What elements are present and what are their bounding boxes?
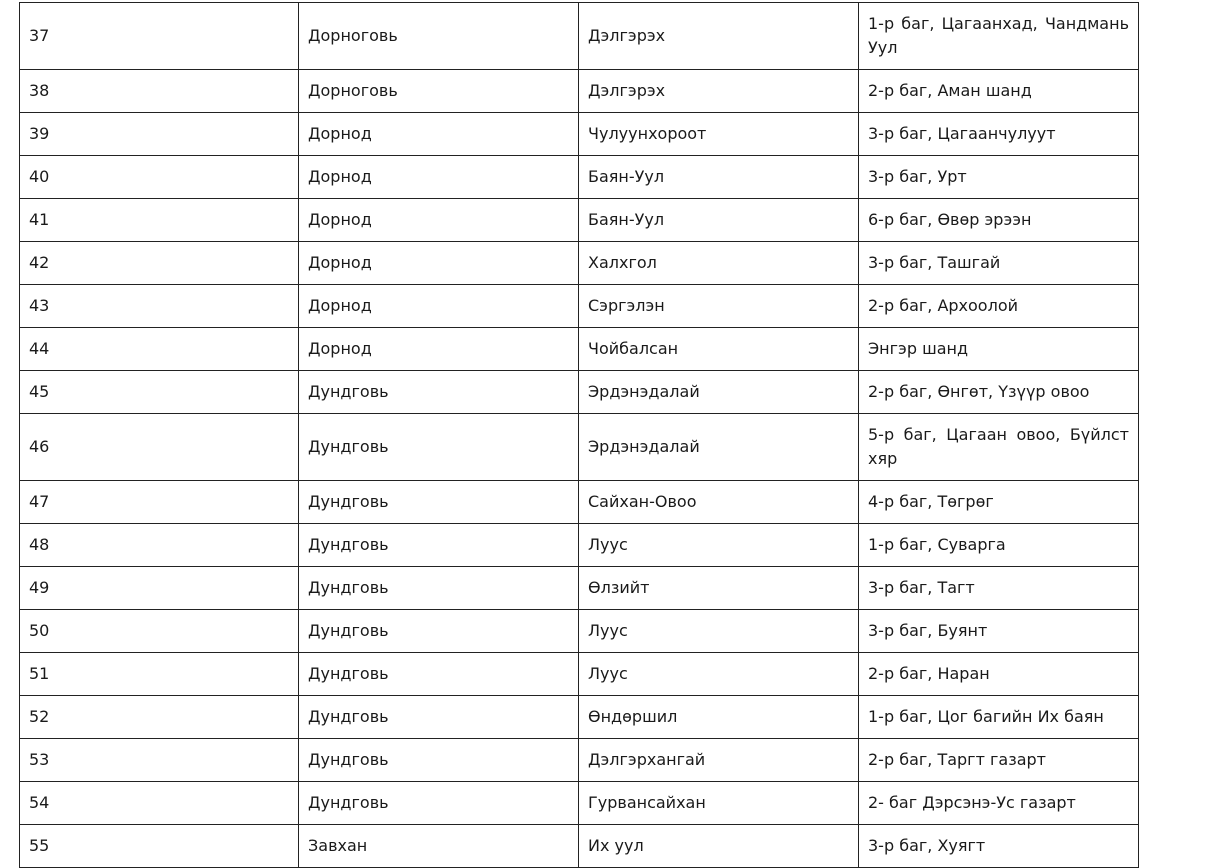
table-row [20, 328, 1139, 371]
bag-cell: 3-р баг, Тагт [859, 567, 1139, 610]
row-number-cell: 53 [20, 739, 299, 782]
table-row [20, 156, 1139, 199]
sum-cell: Өндөршил [579, 696, 859, 739]
row-number-cell: 40 [20, 156, 299, 199]
bag-cell: 1-р баг, Цагаанхад, Чандмань Уул [859, 3, 1139, 70]
table-row [20, 481, 1139, 524]
table-row [20, 739, 1139, 782]
bag-cell: 1-р баг, Суварга [859, 524, 1139, 567]
sum-cell: Өлзийт [579, 567, 859, 610]
aimag-cell: Дундговь [299, 524, 579, 567]
aimag-cell: Дундговь [299, 414, 579, 481]
sum-cell: Луус [579, 653, 859, 696]
bag-cell: 1-р баг, Цог багийн Их баян [859, 696, 1139, 739]
table-body [20, 3, 1139, 868]
row-number-cell: 49 [20, 567, 299, 610]
bag-cell: 3-р баг, Цагаанчулуут [859, 113, 1139, 156]
table-row [20, 782, 1139, 825]
aimag-cell: Дундговь [299, 653, 579, 696]
table-row [20, 825, 1139, 868]
sum-cell: Баян-Уул [579, 156, 859, 199]
row-number-cell: 54 [20, 782, 299, 825]
aimag-cell: Дундговь [299, 371, 579, 414]
table-row [20, 414, 1139, 481]
table-row [20, 70, 1139, 113]
row-number-cell: 43 [20, 285, 299, 328]
aimag-cell: Дундговь [299, 481, 579, 524]
aimag-cell: Дундговь [299, 782, 579, 825]
table-row [20, 371, 1139, 414]
aimag-cell: Дорнод [299, 199, 579, 242]
table-row [20, 242, 1139, 285]
sum-cell: Дэлгэрэх [579, 3, 859, 70]
sum-cell: Дэлгэрхангай [579, 739, 859, 782]
bag-cell: 2- баг Дэрсэнэ-Ус газарт [859, 782, 1139, 825]
sum-cell: Луус [579, 610, 859, 653]
sum-cell: Дэлгэрэх [579, 70, 859, 113]
sum-cell: Баян-Уул [579, 199, 859, 242]
row-number-cell: 51 [20, 653, 299, 696]
bag-cell: 5-р баг, Цагаан овоо, Бүйлст хяр [859, 414, 1139, 481]
bag-cell: 3-р баг, Хуягт [859, 825, 1139, 868]
bag-cell: 6-р баг, Өвөр эрээн [859, 199, 1139, 242]
table-row [20, 199, 1139, 242]
table-row [20, 567, 1139, 610]
aimag-cell: Дорноговь [299, 70, 579, 113]
aimag-cell: Дорнод [299, 285, 579, 328]
aimag-cell: Дорнод [299, 328, 579, 371]
bag-cell: 3-р баг, Буянт [859, 610, 1139, 653]
sum-cell: Их уул [579, 825, 859, 868]
sum-cell: Чойбалсан [579, 328, 859, 371]
row-number-cell: 37 [20, 3, 299, 70]
sum-cell: Луус [579, 524, 859, 567]
row-number-cell: 44 [20, 328, 299, 371]
table-row [20, 285, 1139, 328]
locations-table [19, 2, 1139, 868]
sum-cell: Эрдэнэдалай [579, 371, 859, 414]
bag-cell: 2-р баг, Архоолой [859, 285, 1139, 328]
bag-cell: 4-р баг, Төгрөг [859, 481, 1139, 524]
table-row [20, 696, 1139, 739]
aimag-cell: Дорнод [299, 156, 579, 199]
row-number-cell: 52 [20, 696, 299, 739]
aimag-cell: Дорнод [299, 113, 579, 156]
bag-cell: 2-р баг, Аман шанд [859, 70, 1139, 113]
table-row [20, 610, 1139, 653]
table-row [20, 653, 1139, 696]
row-number-cell: 42 [20, 242, 299, 285]
row-number-cell: 45 [20, 371, 299, 414]
sum-cell: Халхгол [579, 242, 859, 285]
sum-cell: Чулуунхороот [579, 113, 859, 156]
sum-cell: Сайхан-Овоо [579, 481, 859, 524]
row-number-cell: 46 [20, 414, 299, 481]
aimag-cell: Дундговь [299, 567, 579, 610]
bag-cell: 3-р баг, Ташгай [859, 242, 1139, 285]
row-number-cell: 47 [20, 481, 299, 524]
bag-cell: 2-р баг, Наран [859, 653, 1139, 696]
table-row [20, 3, 1139, 70]
row-number-cell: 48 [20, 524, 299, 567]
locations-table-container [19, 2, 1139, 868]
aimag-cell: Дундговь [299, 696, 579, 739]
sum-cell: Эрдэнэдалай [579, 414, 859, 481]
aimag-cell: Дорноговь [299, 3, 579, 70]
table-row [20, 113, 1139, 156]
aimag-cell: Дорнод [299, 242, 579, 285]
table-row [20, 524, 1139, 567]
sum-cell: Гурвансайхан [579, 782, 859, 825]
row-number-cell: 38 [20, 70, 299, 113]
row-number-cell: 39 [20, 113, 299, 156]
aimag-cell: Завхан [299, 825, 579, 868]
sum-cell: Сэргэлэн [579, 285, 859, 328]
bag-cell: 2-р баг, Таргт газарт [859, 739, 1139, 782]
bag-cell: 3-р баг, Урт [859, 156, 1139, 199]
row-number-cell: 50 [20, 610, 299, 653]
bag-cell: 2-р баг, Өнгөт, Үзүүр овоо [859, 371, 1139, 414]
row-number-cell: 55 [20, 825, 299, 868]
aimag-cell: Дундговь [299, 610, 579, 653]
row-number-cell: 41 [20, 199, 299, 242]
bag-cell: Энгэр шанд [859, 328, 1139, 371]
aimag-cell: Дундговь [299, 739, 579, 782]
